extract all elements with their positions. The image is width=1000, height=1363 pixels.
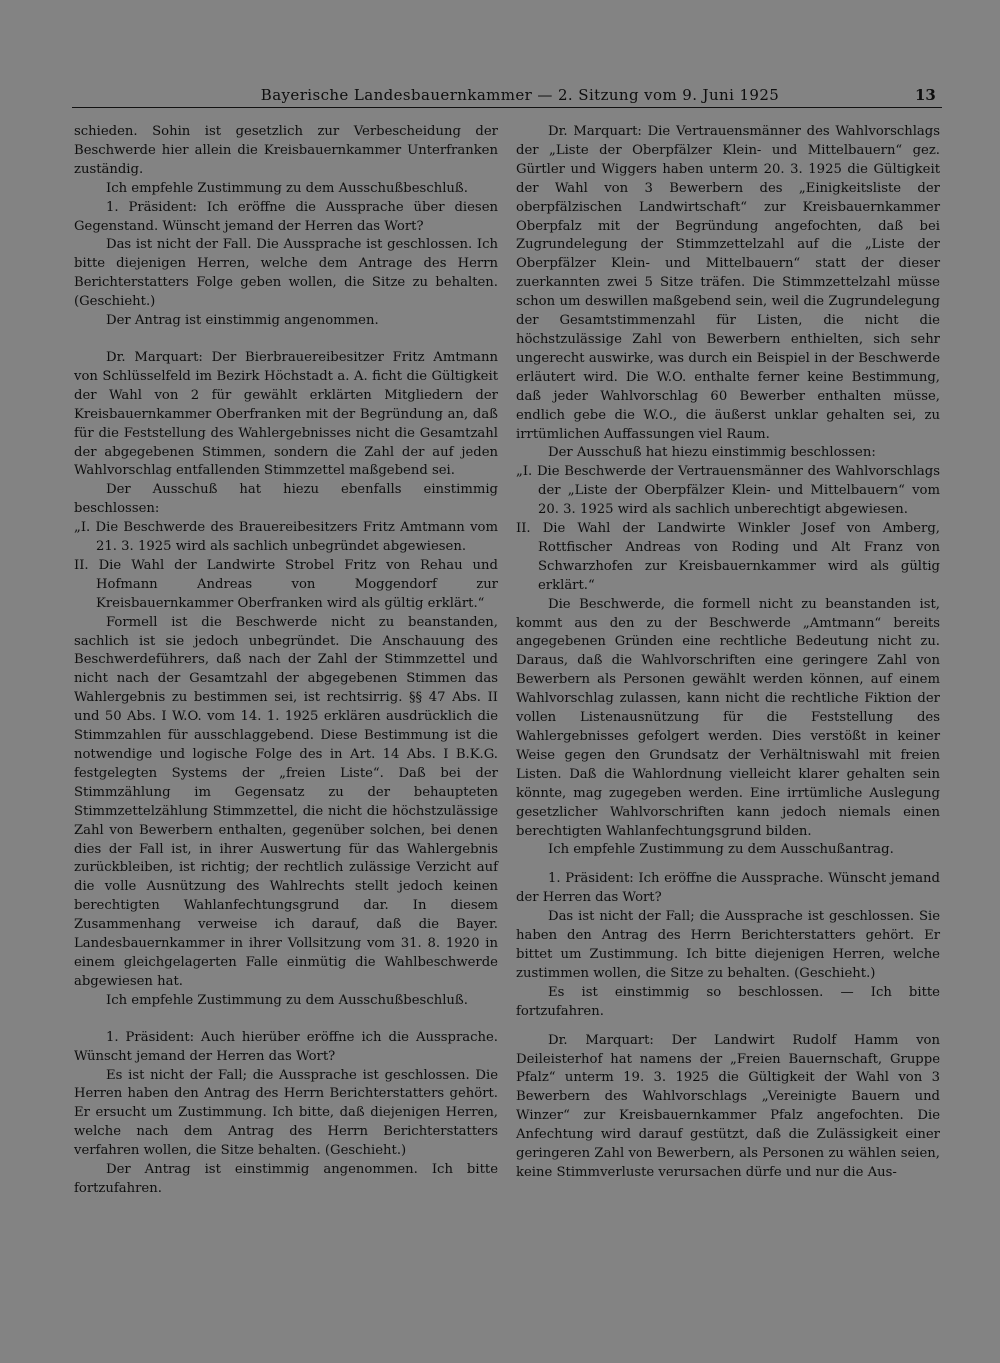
paragraph: Dr. Marquart: Der Bierbrauereibesitzer Fritz Amtmann von Schlüsselfeld im Bezirk Höchstadt a. A. ficht die Gültigkeit der Wahl von 2 für gewählt erklärten Mitgliedern der Kreisbauernkammer Oberfranken mit der Begründung an, daß für die Feststellung des Wahlergebnisses nicht die Gesamtzahl der abgegebenen Stimmen, sondern die Zahl der auf jeden Wahlvorschlag entfallenden Stimmzettel maßgebend sei. [74, 349, 498, 479]
header-rule [72, 107, 942, 108]
page-number: 13 [915, 86, 936, 104]
left-column [74, 123, 498, 1199]
paragraph: Das ist nicht der Fall; die Aussprache ist geschlossen. Sie haben den Antrag des Herrn Berichterstatters gehört. Er bittet um Zustimmung. Ich bitte diejenigen Herren, welche zustimmen wollen, die Sitze zu behalten. (Geschieht.) [516, 909, 940, 981]
paragraph: Dr. Marquart: Die Vertrauensmänner des Wahlvorschlags der „Liste der Oberpfälzer Klein- und Mittelbauern“ gez. Gürtler und Wiggers haben unterm 20. 3. 1925 die Gültigkeit der Wahl von 3 Bewerbern des „Einigkeitsliste der oberpfälzischen Landwirtschaft“ zur Kreisbauernkammer Oberpfalz mit der Begründung angefochten, daß bei Zugrundelegung der Stimmzettelzahl auf die „Liste der Oberpfälzer Klein- und Mittelbauern“ statt der dieser zuerkannten zwei 5 Sitze träfen. Die Stimmzettelzahl müsse schon um deswillen maßgebend sein, weil die Zugrundelegung der Gesamtstimmenzahl für Listen, die nicht die höchstzulässige Zahl von Bewerbern enthielten, sich sehr ungerecht auswirke, was durch ein Beispiel in der Beschwerde erläutert wird. Die W.O. enthalte ferner keine Bestimmung, daß jeder Wahlvorschlag 60 Bewerber enthalten müsse, endlich gebe die W.O., die äußerst unklar gehalten sei, zu irrtümlichen Auffassungen viel Raum. [516, 124, 940, 442]
paragraph: Das ist nicht der Fall. Die Aussprache ist geschlossen. Ich bitte diejenigen Herren, welche dem Antrage des Herrn Berichterstatters Folge geben wollen, die Sitze zu behalten. (Geschieht.) [74, 237, 498, 310]
paragraph: Der Ausschuß hat hiezu einstimmig beschlossen: [548, 445, 876, 461]
resolution-item: „I. Die Beschwerde des Brauereibesitzers Fritz Amtmann vom 21. 3. 1925 wird als sachlich unbegründet abgewiesen. [74, 520, 498, 555]
paragraph: schieden. Sohin ist gesetzlich zur Verbescheidung der Beschwerde hier allein die Kreisbauernkammer Unterfranken zuständig. [74, 124, 498, 177]
resolution-item: II. Die Wahl der Landwirte Strobel Fritz von Rehau und Hofmann Andreas von Moggendorf zur Kreisbauernkammer Oberfranken wird als gültig erklärt.“ [74, 557, 498, 611]
paragraph: 1. Präsident: Ich eröffne die Aussprache über diesen Gegenstand. Wünscht jemand der Herren das Wort? [74, 199, 498, 234]
paragraph: Ich empfehle Zustimmung zu dem Ausschußbeschluß. [106, 992, 468, 1008]
paragraph: Der Ausschuß hat hiezu ebenfalls einstimmig beschlossen: [74, 482, 498, 517]
paragraph: Die Beschwerde, die formell nicht zu beanstanden ist, kommt aus den zu der Beschwerde „Amtmann“ bereits angegebenen Gründen eine rechtliche Bedeutung nicht zu. Daraus, daß die Wahlvorschriften eine geringere Zahl von Bewerbern als Personen gewählt werden können, auf einem Wahlvorschlag zulassen, kann nicht die rechtliche Fiktion der vollen Listenausnützung für die Feststellung des Wahlergebnisses gefolgert werden. Dies verstößt in keiner Weise gegen den Grundsatz der Verhältniswahl mit freien Listen. Daß die Wahlordnung vielleicht klarer gehalten sein könnte, mag zugegeben werden. Eine irrtümliche Auslegung gesetzlicher Wahlvorschriften kann jedoch niemals einen berechtigten Wahlanfechtungsgrund bilden. [516, 596, 940, 839]
paragraph: Der Antrag ist einstimmig angenommen. Ich bitte fortzufahren. [74, 1162, 498, 1196]
resolution-item: II. Die Wahl der Landwirte Winkler Josef von Amberg, Rottfischer Andreas von Roding und Alt Franz von Schwarzhofen zur Kreisbauernkammer wird als gültig erklärt.“ [516, 521, 940, 593]
paragraph: Ich empfehle Zustimmung zu dem Ausschußbeschluß. [106, 180, 468, 196]
paragraph: Es ist nicht der Fall; die Aussprache ist geschlossen. Die Herren haben den Antrag des Herrn Berichterstatters gehört. Er ersucht um Zustimmung. Ich bitte, daß diejenigen Herren, welche nach dem Antrag des Herrn Berichterstatters verfahren wollen, die Sitze behalten. (Geschieht.) [74, 1067, 498, 1159]
running-header: Bayerische Landesbauernkammer — 2. Sitzung vom 9. Juni 1925 [260, 86, 780, 104]
paragraph: Ich empfehle Zustimmung zu dem Ausschußantrag. [548, 842, 894, 858]
resolution-item: „I. Die Beschwerde der Vertrauensmänner des Wahlvorschlags der „Liste der Oberpfälzer Klein- und Mittelbauern“ vom 20. 3. 1925 wird als sachlich unberechtigt abgewiesen. [516, 464, 940, 518]
paragraph: Formell ist die Beschwerde nicht zu beanstanden, sachlich ist sie jedoch unbegründet. Die Anschauung des Beschwerdeführers, daß nach der Zahl der Stimmzettel und nicht nach der Gesamtzahl der abgegebenen Stimmen das Wahlergebnis zu bestimmen sei, ist rechtsirrig. §§ 47 Abs. II und 50 Abs. I W.O. vom 14. 1. 1925 erklären ausdrücklich die Stimmzahlen für ausschlaggebend. Diese Bestimmung ist die notwendige und logische Folge des in Art. 14 Abs. I B.K.G. festgelegten Systems der „freien Liste“. Daß bei der Stimmzählung im Gegensatz zu der behaupteten Stimmzettelzählung Stimmzettel, die nicht die höchstzulässige Zahl von Bewerbern enthalten, gegenüber solchen, bei denen dies der Fall ist, in ihrer Auswertung für das Wahlergebnis zurückbleiben, ist richtig; der rechtlich zulässige Verzicht auf die volle Ausnützung des Wahlrechts stellt jedoch keinen berechtigten Wahlanfechtungsgrund dar. In diesem Zusammenhang verweise ich darauf, daß die Bayer. Landesbauernkammer in ihrer Vollsitzung vom 31. 8. 1920 in einem gleichgelagerten Falle einmütig die Wahlbeschwerde abgewiesen hat. [74, 614, 498, 989]
paragraph: Dr. Marquart: Der Landwirt Rudolf Hamm von Deileisterhof hat namens der „Freien Bauernschaft, Gruppe Pfalz“ unterm 19. 3. 1925 die Gültigkeit der Wahl von 3 Bewerbern des Wahlvorschlags „Vereinigte Bauern und Winzer“ zur Kreisbauernkammer Pfalz angefochten. Die Anfechtung wird darauf gestützt, daß die Zulässigkeit einer geringeren Zahl von Bewerbern, als Personen zu wählen seien, keine Stimmverluste verursachen dürfe und nur die Aus- [516, 1032, 940, 1180]
paragraph: Der Antrag ist einstimmig angenommen. [106, 313, 379, 329]
paragraph: Es ist einstimmig so beschlossen. — Ich bitte fortzufahren. [516, 984, 940, 1019]
paragraph: 1. Präsident: Auch hierüber eröffne ich die Aussprache. Wünscht jemand der Herren das Wort? [74, 1029, 498, 1064]
paragraph: 1. Präsident: Ich eröffne die Aussprache. Wünscht jemand der Herren das Wort? [516, 871, 940, 906]
right-column [516, 123, 940, 1183]
